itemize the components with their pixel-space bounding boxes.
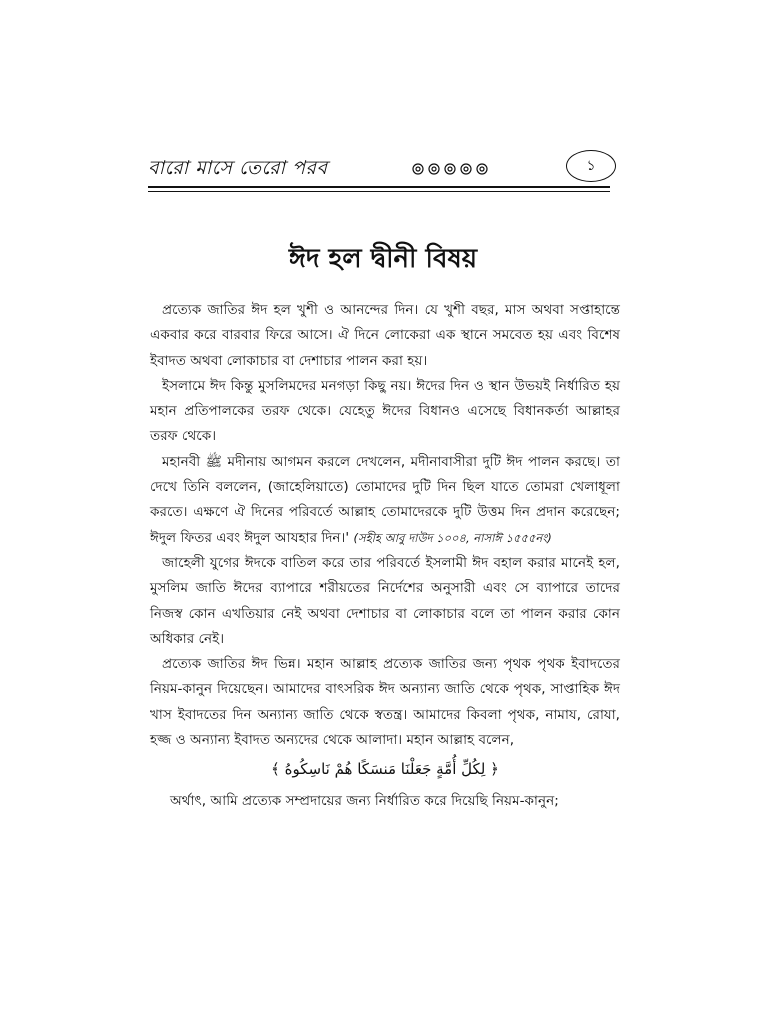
paragraph-3-text: মহানবী ﷺ মদীনায় আগমন করলে দেখলেন, মদীনাবাসীরা দুটি ঈদ পালন করছে। তা দেখে তিনি বললেন, (জাহেলিয়াতে) তোমাদের দুটি দিন ছিল যাতে তোমরা খেলাধূলা করতে। এক্ষণে ঐ দিনের পরিবর্তে আল্লাহ তোমাদেরকে দুটি উত্তম দিন প্রদান করেছেন; ঈদুল ফিতর এবং ঈদুল আযহার দিন।' <box>150 453 620 546</box>
paragraph-3 <box>150 450 620 551</box>
paragraph-1: প্রত্যেক জাতির ঈদ হল খুশী ও আনন্দের দিন। যে খুশী বছর, মাস অথবা সপ্তাহান্তে একবার করে বারবার ফিরে আসে। ঐ দিনে লোকেরা এক স্থানে সমবেত হয় এবং বিশেষ ইবাদত অথবা লোকাচার বা দেশাচার পালন করা হয়। <box>150 302 620 369</box>
verse-translation: অর্থাৎ, আমি প্রত্যেক সম্প্রদায়ের জন্য নির্ধারিত করে দিয়েছি নিয়ম-কানুন; <box>170 792 559 809</box>
page-number-text: ১ <box>586 158 596 174</box>
page-number <box>566 150 616 182</box>
book-title: বারো মাসে তেরো পরব <box>148 157 328 179</box>
chapter-title: ঈদ হল দ্বীনী বিষয় <box>288 244 478 274</box>
paragraph-4: জাহেলী যুগের ঈদকে বাতিল করে তার পরিবর্তে ইসলামী ঈদ বহাল করার মানেই হল, মুসলিম জাতি ঈদের ব্যাপারে শরীয়তের নির্দেশের অনুসারী এবং সে ব্যাপারে তাদের নিজস্ব কোন এখতিয়ার নেই অথবা দেশাচার বা লোকাচার বলে তা পালন করার কোন অধিকার নেই। <box>150 554 620 647</box>
header-rule-thin <box>148 191 610 192</box>
header-rule-thick <box>148 186 610 188</box>
body-text <box>150 298 620 814</box>
hadith-citation: (সহীহ আবু দাউদ ১০০৪, নাসাঈ ১৫৫৫নং) <box>353 530 552 545</box>
quran-verse: ﴿ لِكُلِّ أُمَّةٍ جَعَلْنَا مَنسَكًا هُمْ نَاسِكُوهُ ﴾ <box>271 760 499 779</box>
paragraph-5: প্রত্যেক জাতির ঈদ ভিন্ন। মহান আল্লাহ প্রত্যেক জাতির জন্য পৃথক পৃথক ইবাদতের নিয়ম-কানুন দিয়েছেন। আমাদের বাৎসরিক ঈদ অন্যান্য জাতি থেকে পৃথক, সাপ্তাহিক ঈদ খাস ইবাদতের দিন অন্যান্য জাতি থেকে স্বতন্ত্র। আমাদের কিবলা পৃথক, নামায, রোযা, হজ্জ ও অন্যান্য ইবাদত অন্যদের থেকে আলাদা। মহান আল্লাহ বলেন, <box>150 656 620 749</box>
floral-ornament-icon <box>410 160 490 178</box>
paragraph-2: ইসলামে ঈদ কিন্তু মুসলিমদের মনগড়া কিছু নয়। ঈদের দিন ও স্থান উভয়ই নির্ধারিত হয় মহান প্রতিপালকের তরফ থেকে। যেহেতু ঈদের বিধানও এসেছে বিধানকর্তা আল্লাহর তরফ থেকে। <box>150 377 620 445</box>
